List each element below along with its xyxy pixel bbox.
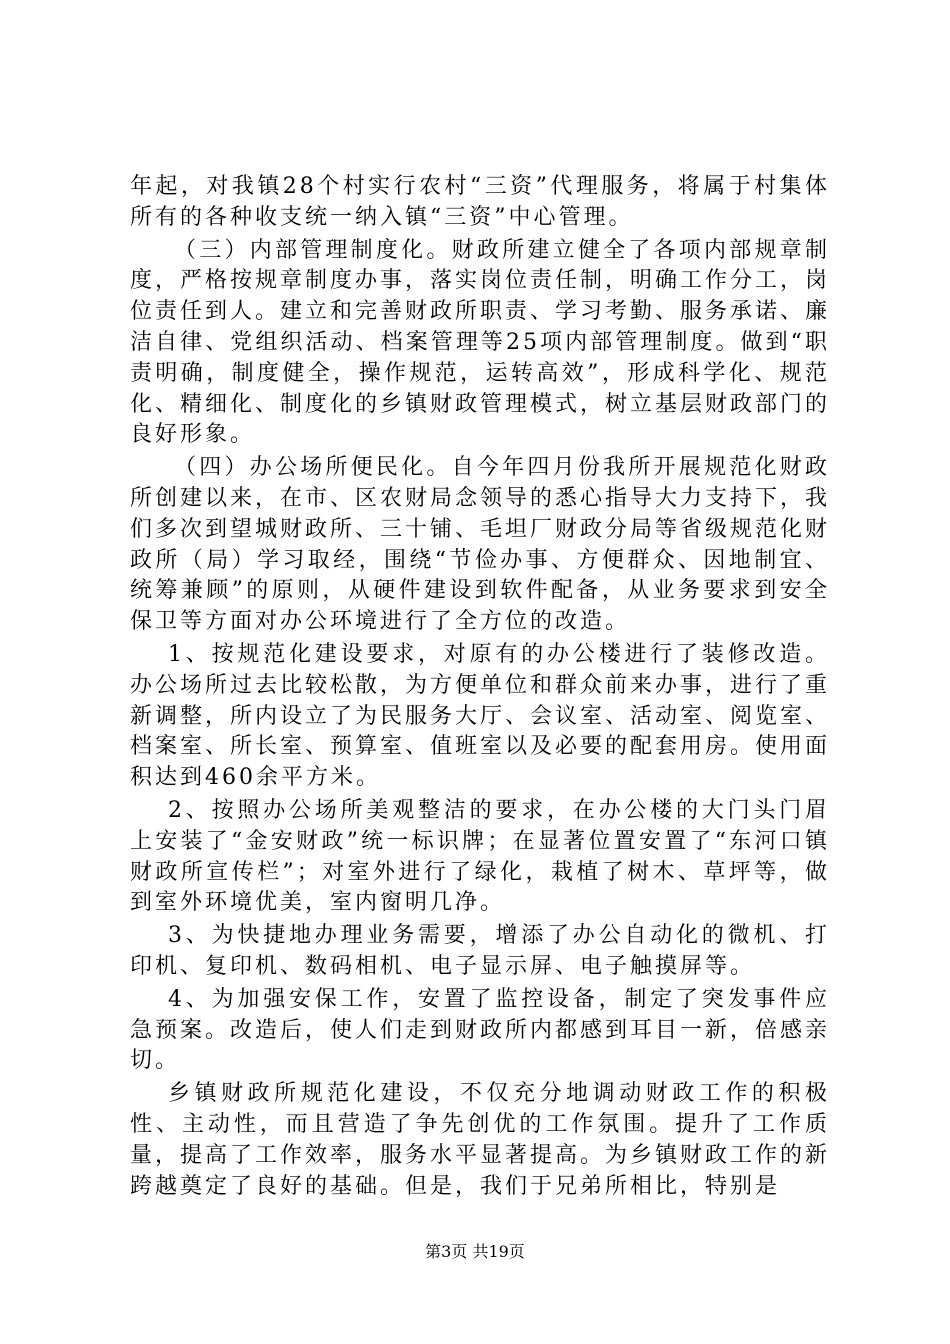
paragraph-2: （三）内部管理制度化。财政所建立健全了各项内部规章制度，严格按规章制度办事，落实岗位责任制，明确工作分工，岗位责任到人。建立和完善财政所职责、学习考勤、服务承诺、廉洁自律、党组织活动、档案管理等25项内部管理制度。做到“职责明确，制度健全，操作规范，运转高效”，形成科学化、规范化、精细化、制度化的乡镇财政管理模式，树立基层财政部门的良好形象。: [130, 237, 831, 448]
paragraph-6: 3、为快捷地办理业务需要，增添了办公自动化的微机、打印机、复印机、数码相机、电子显示屏、电子触摸屏等。: [130, 923, 830, 979]
paragraph-1: 年起，对我镇28个村实行农村“三资”代理服务，将属于村集体所有的各种收支统一纳入镇“三资”中心管理。: [130, 174, 830, 230]
document-body: [130, 172, 830, 1204]
paragraph-4: 1、按规范化建设要求，对原有的办公楼进行了装修改造。办公场所过去比较松散，为方便单位和群众前来办事，进行了重新调整，所内设立了为民服务大厅、会议室、活动室、阅览室、档案室、所长室、预算室、值班室以及必要的配套用房。使用面积达到460余平方米。: [130, 641, 831, 791]
paragraph-8: 乡镇财政所规范化建设，不仅充分地调动财政工作的积极性、主动性，而且营造了争先创优的工作氛围。提升了工作质量，提高了工作效率，服务水平显著提高。为乡镇财政工作的新跨越奠定了良好的基础。但是，我们于兄弟所相比，特别是: [130, 1081, 831, 1199]
page-number-label: 第3页 共19页: [425, 1242, 525, 1261]
paragraph-3: （四）办公场所便民化。自今年四月份我所开展规范化财政所创建以来，在市、区农财局念领导的悉心指导大力支持下，我们多次到望城财政所、三十铺、毛坦厂财政分局等省级规范化财政所（局）学习取经，围绕“节俭办事、方便群众、因地制宜、统筹兼顾”的原则，从硬件建设到软件配备，从业务要求到安全保卫等方面对办公环境进行了全方位的改造。: [130, 455, 831, 635]
paragraph-7: 4、为加强安保工作，安置了监控设备，制定了突发事件应急预案。改造后，使人们走到财政所内都感到耳目一新，倍感亲切。: [130, 986, 831, 1074]
paragraph-5: 2、按照办公场所美观整洁的要求，在办公楼的大门头门眉上安装了“金安财政”统一标识牌；在显著位置安置了“东河口镇财政所宣传栏”；对室外进行了绿化，栽植了树木、草坪等，做到室外环境优美，室内窗明几净。: [130, 797, 830, 916]
page-footer: [0, 1240, 950, 1264]
